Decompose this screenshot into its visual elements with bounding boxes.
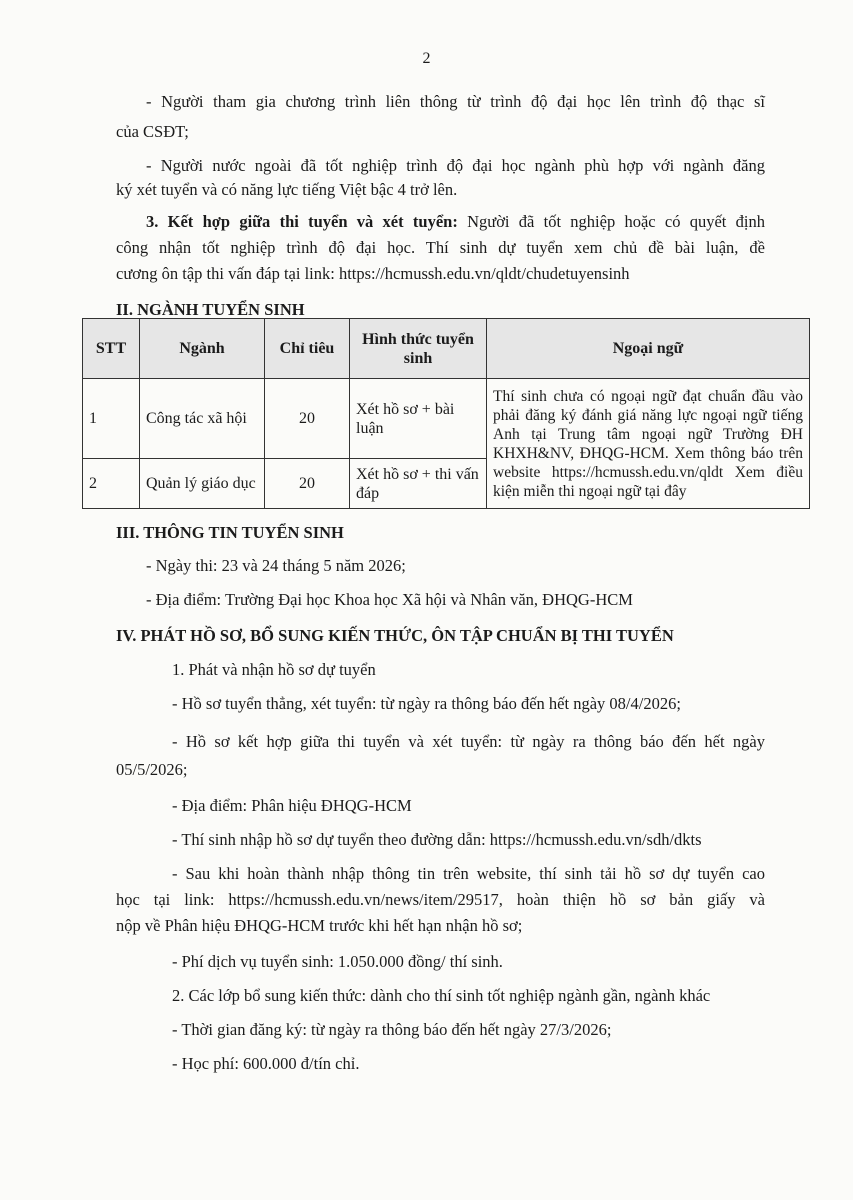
header-chi-tieu: Chỉ tiêu <box>265 319 350 379</box>
s4-item-6b: học tại link: https://hcmussh.edu.vn/news/item/29517, hoàn thiện hồ sơ bản giấy và <box>116 890 765 909</box>
section-3-paragraph <box>146 212 765 232</box>
s4-item-5: - Thí sinh nhập hồ sơ dự tuyển theo đường dẫn: https://hcmussh.edu.vn/sdh/dkts <box>172 830 702 849</box>
row-1-chi-tieu: 20 <box>265 379 350 459</box>
row-2-hinh-thuc: Xét hồ sơ + thi vấn đáp <box>350 459 487 509</box>
section-2-heading: II. NGÀNH TUYỂN SINH <box>116 300 305 319</box>
intro-line-2: của CSĐT; <box>116 122 189 141</box>
admission-table <box>82 318 810 509</box>
s4-item-7: - Phí dịch vụ tuyển sinh: 1.050.000 đồng/ thí sinh. <box>172 952 503 971</box>
intro-line-1: - Người tham gia chương trình liên thông từ trình độ đại học lên trình độ thạc sĩ <box>146 92 765 111</box>
ngoai-ngu-cell: Thí sinh chưa có ngoại ngữ đạt chuẩn đầu vào phải đăng ký đánh giá năng lực ngoại ngữ tiếng Anh tại Trung tâm ngoại ngữ Trường ĐH KHXH&NV, ĐHQG-HCM. Xem thông báo trên website https://hcmussh.edu.vn/qldt Xem điều kiện miễn thi ngoại ngữ tại đây <box>487 379 810 509</box>
table-row <box>83 379 810 459</box>
row-2-stt: 2 <box>83 459 140 509</box>
exam-date: - Ngày thi: 23 và 24 tháng 5 năm 2026; <box>146 556 406 575</box>
header-stt: STT <box>83 319 140 379</box>
header-hinh-thuc: Hình thức tuyển sinh <box>350 319 487 379</box>
header-nganh: Ngành <box>140 319 265 379</box>
table-header-row <box>83 319 810 379</box>
section-3-heading: III. THÔNG TIN TUYỂN SINH <box>116 523 344 542</box>
header-ngoai-ngu: Ngoại ngữ <box>487 319 810 379</box>
s4-item-1: 1. Phát và nhận hồ sơ dự tuyển <box>172 660 376 679</box>
intro-line-3: - Người nước ngoài đã tốt nghiệp trình độ đại học ngành phù hợp với ngành đăng <box>146 156 765 175</box>
row-2-nganh: Quản lý giáo dục <box>140 459 265 509</box>
section-3-text: Người đã tốt nghiệp hoặc có quyết định <box>457 212 765 231</box>
s4-item-6c: nộp về Phân hiệu ĐHQG-HCM trước khi hết hạn nhận hồ sơ; <box>116 916 523 935</box>
section-3-title: 3. Kết hợp giữa thi tuyển và xét tuyển: <box>146 212 458 231</box>
row-1-hinh-thuc: Xét hồ sơ + bài luận <box>350 379 487 459</box>
s4-item-4: - Địa điểm: Phân hiệu ĐHQG-HCM <box>172 796 412 815</box>
s4-item-6: - Sau khi hoàn thành nhập thông tin trên website, thí sinh tải hồ sơ dự tuyển cao <box>172 864 765 883</box>
s4-item-9: - Thời gian đăng ký: từ ngày ra thông báo đến hết ngày 27/3/2026; <box>172 1020 612 1039</box>
s4-item-3: - Hồ sơ kết hợp giữa thi tuyển và xét tuyển: từ ngày ra thông báo đến hết ngày <box>172 732 765 751</box>
exam-location: - Địa điểm: Trường Đại học Khoa học Xã hội và Nhân văn, ĐHQG-HCM <box>146 590 633 609</box>
s4-item-10: - Học phí: 600.000 đ/tín chỉ. <box>172 1054 360 1073</box>
section-3-line-2: công nhận tốt nghiệp trình độ đại học. Thí sinh dự tuyển xem chủ đề bài luận, đề <box>116 238 765 257</box>
section-4-heading: IV. PHÁT HỒ SƠ, BỔ SUNG KIẾN THỨC, ÔN TẬP CHUẨN BỊ THI TUYỂN <box>116 626 674 645</box>
intro-line-4: ký xét tuyển và có năng lực tiếng Việt bậc 4 trở lên. <box>116 180 458 199</box>
row-1-stt: 1 <box>83 379 140 459</box>
s4-item-3b: 05/5/2026; <box>116 760 188 779</box>
section-3-line-3: cương ôn tập thi vấn đáp tại link: https://hcmussh.edu.vn/qldt/chudetuyensinh <box>116 264 630 283</box>
s4-item-8: 2. Các lớp bổ sung kiến thức: dành cho thí sinh tốt nghiệp ngành gần, ngành khác <box>172 986 711 1005</box>
row-1-nganh: Công tác xã hội <box>140 379 265 459</box>
page-number: 2 <box>422 50 431 67</box>
row-2-chi-tieu: 20 <box>265 459 350 509</box>
s4-item-2: - Hồ sơ tuyển thẳng, xét tuyển: từ ngày ra thông báo đến hết ngày 08/4/2026; <box>172 694 681 713</box>
